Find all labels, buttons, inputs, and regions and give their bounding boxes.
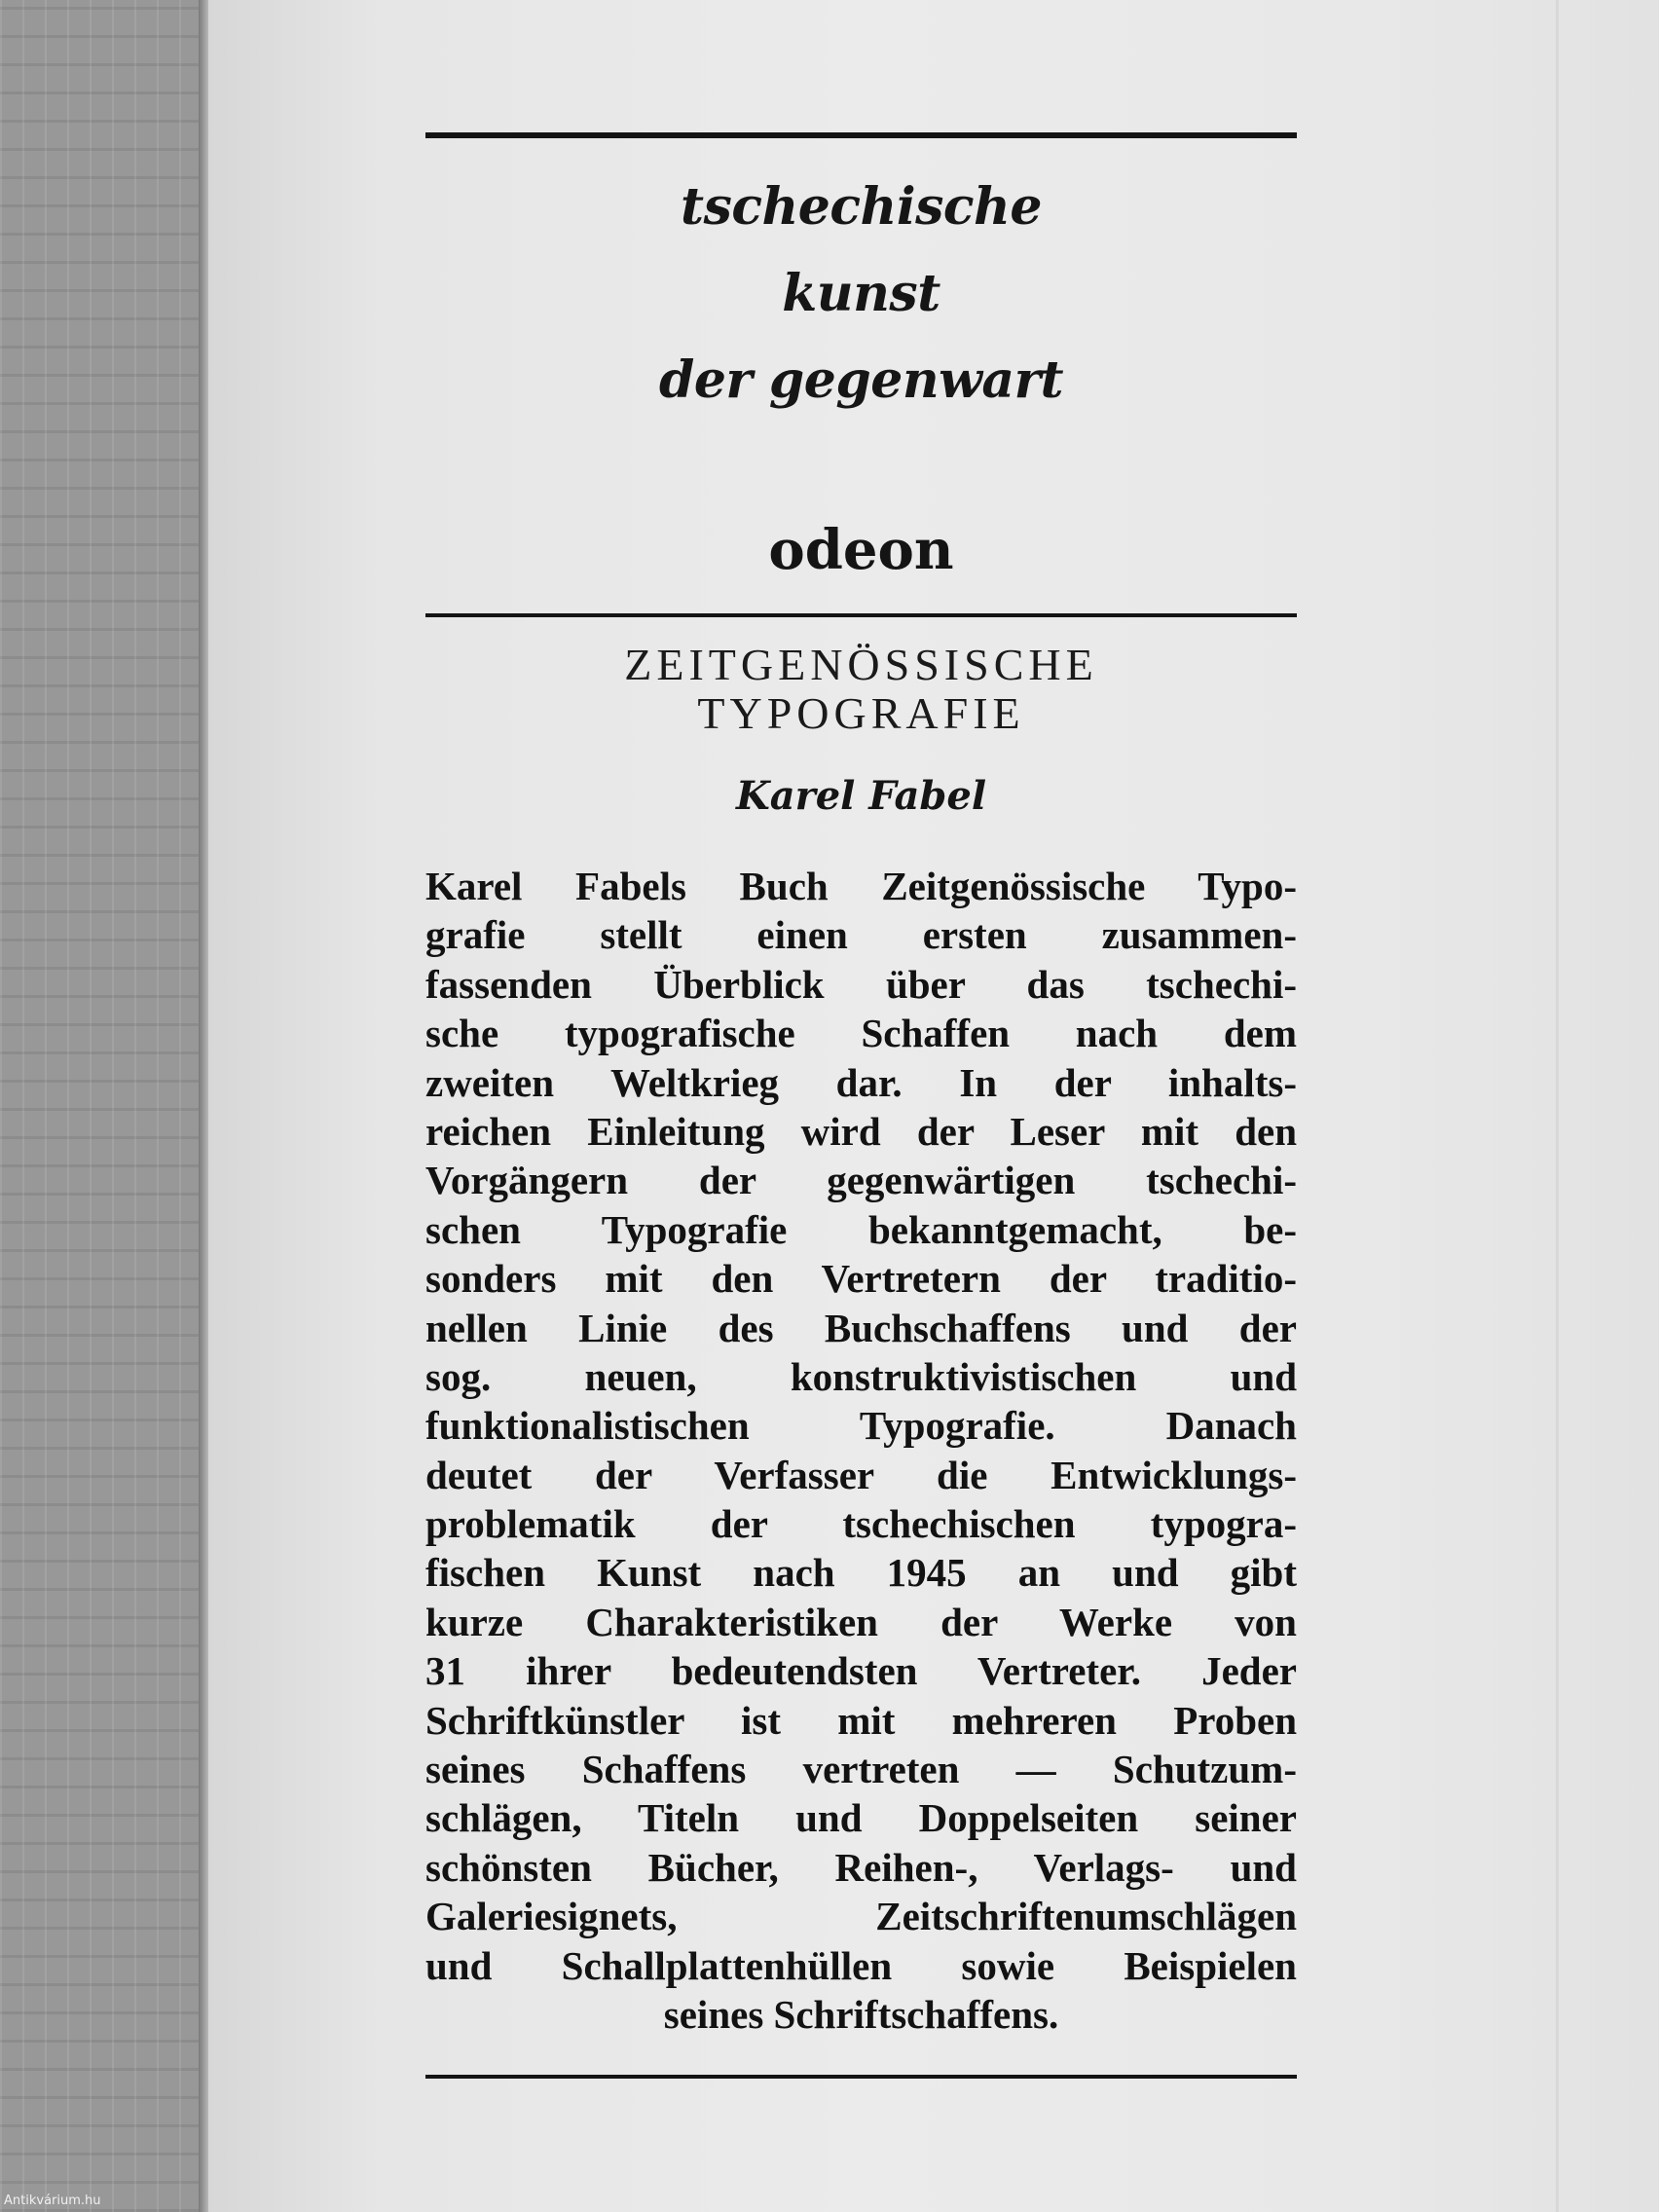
- page-edge-shadow: [199, 0, 208, 2212]
- description-line: sche typografische Schaffen nach dem: [425, 1011, 1297, 1056]
- book-title: [425, 641, 1297, 738]
- description-line: reichen Einleitung wird der Leser mit den: [425, 1108, 1297, 1154]
- flap-fold-line: [1556, 0, 1559, 2212]
- description-line: nellen Linie des Buchschaffens und der: [425, 1305, 1297, 1350]
- description-line: problematik der tschechischen typogra-: [425, 1501, 1297, 1547]
- description-line: schen Typografie bekanntgemacht, be-: [425, 1206, 1297, 1252]
- series-title-line: der gegenwart: [658, 350, 1063, 410]
- description-text: [425, 862, 1297, 2039]
- description-line: Galeriesignets, Zeitschriftenumschlägen: [425, 1894, 1297, 1939]
- publisher-name: odeon: [768, 518, 954, 582]
- series-title-line: tschechische: [681, 177, 1042, 237]
- description-line: kurze Charakteristiken der Werke von: [425, 1599, 1297, 1644]
- description-line: seines Schriftschaffens.: [663, 1991, 1059, 2037]
- author-name: Karel Fabel: [735, 773, 987, 819]
- top-rule: [425, 132, 1297, 138]
- description-line: sog. neuen, konstruktivistischen und: [425, 1353, 1297, 1399]
- description-line: funktionalistischen Typografie. Danach: [425, 1403, 1297, 1449]
- series-title-line: kunst: [782, 264, 940, 323]
- middle-rule: [425, 613, 1297, 617]
- description-line: schlägen, Titeln und Doppelseiten seiner: [425, 1795, 1297, 1841]
- description-line: Vorgängern der gegenwärtigen tschechi-: [425, 1158, 1297, 1203]
- description-line: Karel Fabels Buch Zeitgenössische Typo-: [425, 864, 1297, 908]
- description-line: und Schallplattenhüllen sowie Beispielen: [425, 1942, 1297, 1988]
- bottom-rule: [425, 2075, 1297, 2079]
- series-title: [425, 164, 1297, 424]
- description-line: grafie stellt einen ersten zusammen-: [425, 912, 1297, 958]
- book-title-line: ZEITGENÖSSISCHE: [624, 640, 1098, 689]
- description-line: deutet der Verfasser die Entwicklungs-: [425, 1452, 1297, 1497]
- watermark: Antikvárium.hu: [4, 2194, 101, 2208]
- description-line: fassenden Überblick über das tschechi-: [425, 961, 1297, 1007]
- description-line: Schriftkünstler ist mit mehreren Proben: [425, 1697, 1297, 1743]
- description-line: zweiten Weltkrieg dar. In der inhalts-: [425, 1059, 1297, 1105]
- background-surface: [0, 0, 204, 2212]
- description-line: sonders mit den Vertretern der traditio-: [425, 1256, 1297, 1302]
- description-line: 31 ihrer bedeutendsten Vertreter. Jeder: [425, 1648, 1297, 1694]
- book-title-line: TYPOGRAFIE: [697, 688, 1025, 738]
- description-line: schönsten Bücher, Reihen-, Verlags- und: [425, 1844, 1297, 1890]
- description-line: seines Schaffens vertreten — Schutzum-: [425, 1747, 1297, 1792]
- description-line: fischen Kunst nach 1945 an und gibt: [425, 1550, 1297, 1596]
